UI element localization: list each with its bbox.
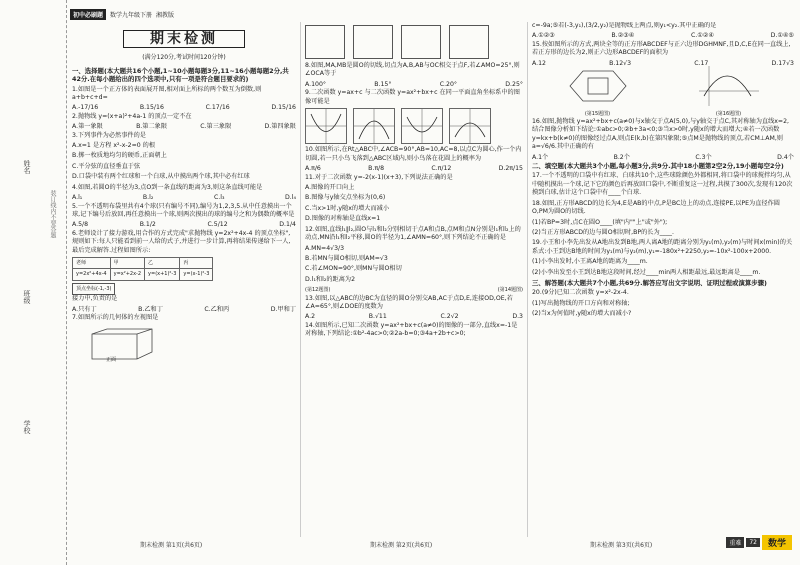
column-divider (527, 22, 528, 537)
subject-label: 数学 (762, 535, 792, 550)
option: B.15/16 (139, 104, 164, 112)
page-3 (532, 22, 794, 537)
graph-option (305, 108, 347, 144)
hexagon-figure-icon (568, 66, 628, 106)
option: C.平分弦的直径垂直于弦 (72, 162, 141, 170)
option: A.100° (305, 80, 326, 88)
question-13: 13.如图,以△ABC的边BC为直径的圆O分别交AB,AC于点D,E,连接OD,OE,若∠A=65°,则∠DOE的度数为 (305, 294, 513, 310)
brand-tag: 初中必刷题 (70, 9, 106, 20)
option: B.1/2 (139, 221, 156, 229)
question-6: 6.老师设计了接力游戏,用合作的方式完成"求抛物线 y=2x²+4x-4 的顶点坐标",规则如下:每人只能看到前一人给的式子,并进行一步计算,再将结果传递给下一人,最后完成解答.过程如图所示: (72, 229, 291, 254)
question-9: 9.二次函数 y=ax+c 与二次函数 y=ax²+bx+c 在同一平面直角坐标系中的图像可能是 (305, 89, 520, 105)
figure-caption: (第12题图) (305, 287, 331, 294)
question-10-options (305, 165, 523, 173)
option: D.3 (512, 313, 523, 321)
question-8: 8.如图,MA,MB是圆O的切线,切点为A,B,AB与OC相交于点F,若∠AMO=25°,则∠OCA等于 (305, 62, 520, 78)
option: D.25° (505, 80, 523, 88)
option: A.①②③ (532, 32, 555, 40)
question-14-continued: c=-9a;⑤若(-3,y₁),(3/2,y₂)是抛物线上两点,则y₁<y₂.其中正确的是 (532, 22, 717, 29)
option: D.第四象限 (264, 123, 296, 131)
option: C.乙和丙 (204, 305, 230, 313)
geometry-solid-icon (72, 324, 162, 364)
question-14: 14.如图所示,已知二次函数 y=ax²+bx+c(a≠0)的图像的一部分,直线x=-1是对称轴,下列结论:①b²-4ac>0;②2a-b=0;③4a+2b+c>0; (305, 321, 518, 338)
relay-expression: y=(x+1)²-3 (145, 269, 180, 280)
question-11: 11.对于二次函数 y=-2(x-1)(x+3),下列说法正确的是 (305, 173, 453, 181)
figure-caption: (第14题图) (497, 287, 523, 294)
question-14-options (532, 32, 794, 40)
option: D.图像的对称轴是直线x=1 (305, 215, 381, 223)
option: D.l₄ (285, 194, 296, 202)
option: C.17 (694, 59, 709, 67)
graph-option (449, 108, 491, 144)
question-4: 4.如图,若圆O的半径为3,点O到一条直线的距离为3,则这条直线可能是 (72, 183, 263, 191)
figure-16 (699, 66, 759, 118)
option: B.第二象限 (136, 123, 168, 131)
option: B.l₂ (142, 194, 154, 202)
option: B.若MN与圆O相切,则AM=√3 (305, 254, 388, 262)
option: C.2√2 (440, 313, 459, 321)
figure-15 (568, 66, 628, 118)
option: B.15° (374, 80, 392, 88)
exam-meta: (满分120分,考试时间120分钟) (142, 54, 226, 62)
page-title: 期末检测 (123, 30, 245, 48)
option: D.2π/15 (498, 165, 523, 173)
relay-person: 甲 (110, 257, 144, 268)
option: C.20° (439, 80, 458, 88)
question-20: 20.(9分)已知二次函数 y=x²-2x-4. (532, 289, 629, 297)
relay-person: 老师 (73, 257, 111, 268)
option: C.第三象限 (200, 123, 232, 131)
relay-expression: y=x²+2x-2 (110, 269, 144, 280)
class-label: 班级 (23, 290, 31, 304)
question-5-options (72, 221, 296, 229)
figure-caption: (第16题图) (715, 110, 742, 117)
question-10: 10.如图所示,在Rt△ABC中,∠ACB=90°,AB=10,AC=8,以点C为圆心,作一个内切圆,若一只小鸟飞落到△ABC区域内,则小鸟落在花圆上的概率为 (305, 146, 522, 162)
page-footer: 期末检测 第1页(共6页) (140, 542, 203, 549)
option: A.-17/16 (72, 104, 99, 112)
page-footer: 期末检测 第3页(共6页) (590, 542, 653, 549)
vertex-box: 顶点坐标(-1,-3) (72, 283, 115, 295)
view-option-b (353, 25, 393, 59)
option: B.乙和丁 (138, 305, 163, 313)
relay-person: 丙 (180, 257, 213, 268)
question-18-part-2: (2)当正方形ABCD的边与圆O相切时,BP的长为____. (532, 228, 674, 236)
column-divider (300, 22, 301, 537)
question-3: 3.下列事件为必然事件的是 (72, 131, 146, 139)
question-4-options (72, 194, 296, 202)
view-option-d (449, 25, 489, 59)
question-16-options (532, 154, 794, 162)
question-17: 17.一个不透明的口袋中有红球、白球共10个,这些球除颜色外都相同,将口袋中的球搅拌均匀,从中随机摸出一个球,记下它的颜色后再放回口袋中,不断重复这一过程,共摸了300次,发现有120次摸到白球,估计这个口袋中有____个白球. (532, 172, 793, 197)
question-7: 7.如图所示的几何体的左视图是 (72, 313, 159, 321)
option: C.①②④ (690, 32, 714, 40)
option: A.1个 (532, 153, 549, 161)
option: B.√11 (368, 313, 387, 321)
solid-figure (72, 324, 296, 364)
option: C.若∠MON=90°,则MN与圆O相切 (305, 265, 402, 273)
page-footer: 期末检测 第2页(共6页) (370, 542, 433, 549)
option: A.2 (305, 313, 316, 321)
view-option-c (401, 25, 441, 59)
option: A.5/8 (72, 221, 89, 229)
section-heading: 三、解答题(本大题共7个小题,共69分.解答应写出文字说明、证明过程或演算步骤) (532, 278, 767, 287)
option: C.l₃ (213, 194, 225, 202)
name-label: 姓名 (23, 160, 31, 174)
binding-margin (0, 0, 67, 565)
option: A.x=1 是方程 x²-x-2=0 的根 (72, 142, 156, 150)
option: A.只有丁 (72, 305, 97, 313)
subject-badge (726, 535, 792, 550)
difficulty-badge: 重难 (726, 537, 744, 548)
option: C.5/12 (207, 221, 228, 229)
question-19-part-1: (1)小李出发时,小王离A地的距离为____m. (532, 258, 648, 266)
page-1 (72, 22, 296, 537)
option: D.①④⑤ (770, 32, 794, 40)
option: A.MN=4√3/3 (305, 244, 345, 252)
option: D.15/16 (271, 104, 296, 112)
relay-expression: y=(x-1)²-3 (180, 269, 213, 280)
front-label: 正面 (106, 357, 117, 364)
book-edition: 湘教版 (156, 11, 175, 19)
question-18-part-1: (1)若BP=3时,点C在圆O____(填"内""上"或"外"); (532, 218, 668, 226)
header-bar (70, 8, 174, 20)
question-6-options (72, 306, 296, 314)
option: D.1/4 (279, 221, 296, 229)
question-16: 16.如图,抛物线 y=ax²+bx+c(a≠0)与x轴交于点A(5,0),与y轴交于点C,其对称轴为直线x=2,结合图像分析如下结论:①abc>0;②b+3a<0;③当x>0时,y随x的增大而增大;④若一次函数y=kx+b(k≠0)的图像经过点A,则点E(k,b)在第四象限;⑤点M是抛物线的顶点,若CM⊥AM,则a=√6/6.其中正确的有 (532, 118, 790, 151)
option: A.l₁ (72, 194, 83, 202)
option: A.图像的开口向上 (305, 184, 355, 192)
option: B.2个 (613, 153, 630, 161)
page-2 (305, 22, 523, 537)
badge-number: 72 (746, 538, 760, 547)
question-1-options (72, 104, 296, 112)
option: B.12√3 (609, 59, 632, 67)
option: C.3个 (695, 153, 712, 161)
question-20-part-2: (2)当x为何值时,y随x的增大而减小? (532, 310, 632, 318)
option: D.17√3 (771, 59, 794, 67)
option: B.图像与y轴交点坐标为(0,6) (305, 194, 386, 202)
question-2-options (72, 123, 296, 131)
question-6-tail: 接力中,负责的是 (72, 295, 118, 303)
graph-option (353, 108, 395, 144)
option: C.π/12 (431, 165, 452, 173)
question-13-options (305, 313, 523, 321)
option: C.17/16 (205, 104, 230, 112)
view-option-a (305, 25, 345, 59)
figure-captions (305, 286, 523, 294)
option: D.l₁和l₂的距离为2 (305, 275, 356, 283)
question-1: 1.如图是一个正方体的表面展开图,相对面上所标的两个数互为倒数,则a+b+c+d= (72, 85, 262, 102)
graph-option (401, 108, 443, 144)
question-20-part-1: (1)写出抛物线的开口方向和对称轴; (532, 299, 630, 307)
option: B.掷一枚质地均匀的硬币,正面朝上 (72, 152, 167, 160)
figures-15-16 (532, 68, 794, 118)
option: D.口袋中装有两个红球和一个白球,从中摸出两个球,其中必有红球 (72, 173, 250, 181)
question-19: 19.小王和小李先出发从A地出发到B地,两人离A地的距离分别为y₁(m),y₂(m)与时间x(min)的关系式:小王到达B地的时间为y₁(m)与y₂(m),y₁=-180x²+2250,y₂=-10x²-100x+2000. (532, 239, 793, 255)
section-heading: 二、填空题(本大题共3个小题,每小题3分,共9分.其中18小题第2空2分,19小题每空2分) (532, 162, 784, 171)
option: B.π/8 (368, 165, 385, 173)
option: A.第一象限 (72, 123, 103, 131)
relay-person: 乙 (145, 257, 180, 268)
view-options (305, 25, 523, 59)
question-5: 5.一个不透明布袋里共有4个球(只有编号不同),编号为1,2,3,5.从中任意摸出一个球,记下编号后放回,再任意摸出一个球,则两次摸出的球的编号之和为偶数的概率是 (72, 202, 295, 218)
question-8-options (305, 81, 523, 89)
question-19-part-2: (2)小李出发至小王到达B地这段时间,经过____min两人相距最远,最远距离是____m. (532, 268, 761, 276)
relay-expression: y=2x²+4x-4 (73, 269, 111, 280)
question-15: 15.按如图所示的方式,两块全等的正方形ABCDEF与正六边形DGHMNF,且D,C,E在同一直线上,若正方形的边长为2,则正六边形ABCDEF的面积为 (532, 40, 791, 57)
book-subject: 数学九年级下册 (110, 11, 153, 19)
binding-note: 装订线内不要答题 (49, 190, 56, 238)
option: A.π/6 (305, 165, 321, 173)
question-12: 12.如图,直线l₁∥l₂,圆O与l₁和l₂分别相切于点A和点B,点M和点N分别是l₁和l₂上的动点,MN沿l₁和l₂平移,圆O的半径为1,∠AMN=60°,则下列结论不正确的是 (305, 225, 521, 242)
section-heading: 一、选择题(本大题共16个小题,1~10小题每题3分,11~16小题每题2分,共42分.在每小题给出的四个选项中,只有一项是符合题目要求的) (72, 66, 289, 84)
option: D.4个 (777, 153, 794, 161)
school-label: 学校 (23, 420, 31, 434)
figure-caption: (第15题图) (584, 110, 611, 117)
parabola-graphs (305, 108, 523, 146)
option: B.②③④ (611, 32, 635, 40)
parabola-figure-icon (699, 66, 759, 106)
option: C.当x>1时,y随x的增大而减小 (305, 204, 390, 212)
relay-table (72, 257, 213, 281)
question-2: 2.抛物线 y=(x+a)²+4a-1 的顶点一定不在 (72, 112, 192, 120)
option: A.12 (532, 59, 546, 67)
option: D.甲和丁 (270, 305, 296, 313)
question-18: 18.如图,正方形ABCD的边长为4,E是AB的中点,P是BC边上的动点,连接PE,以PE为直径作圆O,PM为圆O的切线. (532, 199, 780, 216)
